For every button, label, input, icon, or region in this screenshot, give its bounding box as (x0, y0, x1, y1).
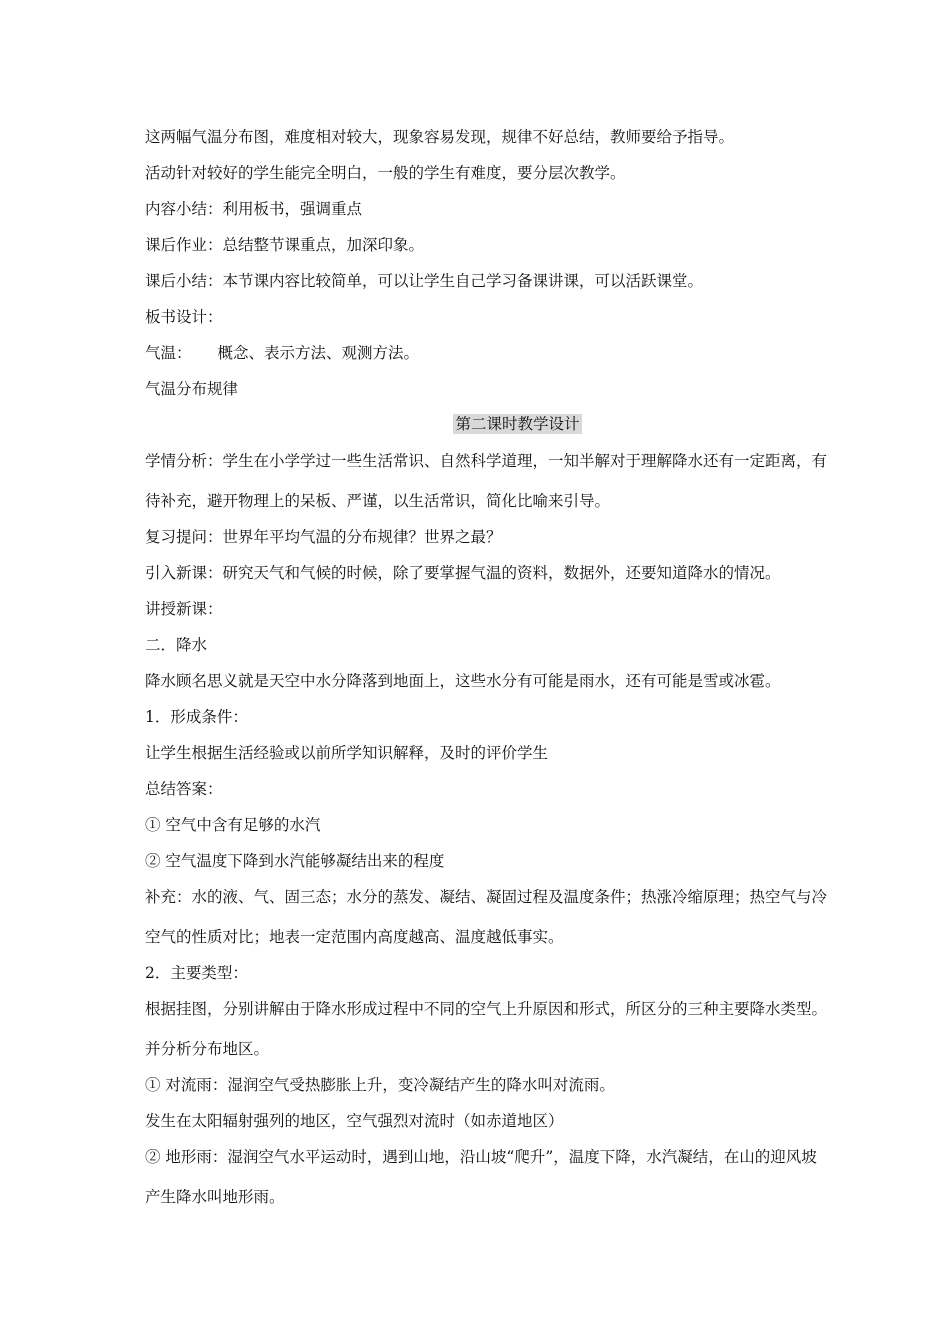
paragraph: 课后作业：总结整节课重点，加深印象。 (145, 236, 425, 254)
paragraph: 讲授新课： (145, 600, 223, 618)
board-design-line (145, 343, 845, 363)
paragraph: 学情分析：学生在小学学过一些生活常识、自然科学道理，一知半解对于理解降水还有一定距离，有 (145, 452, 828, 470)
subheading: 1．形成条件： (145, 708, 248, 726)
paragraph: 活动针对较好的学生能完全明白，一般的学生有难度，要分层次教学。 (145, 164, 626, 182)
list-item: ② 地形雨：湿润空气水平运动时，遇到山地，沿山坡“爬升”，温度下降，水汽凝结，在山的迎风坡 (145, 1148, 817, 1166)
paragraph: 降水顾名思义就是天空中水分降落到地面上，这些水分有可能是雨水，还有可能是雪或冰雹。 (145, 672, 781, 690)
list-item: ① 空气中含有足够的水汽 (145, 816, 321, 834)
paragraph: 发生在太阳辐射强列的地区，空气强烈对流时（如赤道地区） (145, 1112, 564, 1130)
list-item: ① 对流雨：湿润空气受热膨胀上升，变冷凝结产生的降水叫对流雨。 (145, 1076, 615, 1094)
section-title-text: 第二课时教学设计 (455, 415, 580, 433)
paragraph: 这两幅气温分布图，难度相对较大，现象容易发现，规律不好总结，教师要给予指导。 (145, 128, 735, 146)
heading: 二．降水 (145, 636, 208, 654)
paragraph: 并分析分布地区。 (145, 1040, 270, 1058)
paragraph: 空气的性质对比；地表一定范围内高度越高、温度越低事实。 (145, 928, 564, 946)
paragraph: 补充：水的液、气、固三态；水分的蒸发、凝结、凝固过程及温度条件；热涨冷缩原理；热空气与冷 (145, 888, 828, 906)
paragraph: 产生降水叫地形雨。 (145, 1188, 285, 1206)
section-title (145, 414, 890, 434)
board-text: 概念、表示方法、观测方法。 (217, 344, 420, 362)
paragraph: 课后小结：本节课内容比较简单，可以让学生自己学习备课讲课，可以活跃课堂。 (145, 272, 704, 290)
paragraph: 根据挂图，分别讲解由于降水形成过程中不同的空气上升原因和形式，所区分的三种主要降水类型。 (145, 1000, 828, 1018)
subheading: 2．主要类型： (145, 964, 248, 982)
paragraph: 待补充，避开物理上的呆板、严谨，以生活常识，简化比喻来引导。 (145, 492, 611, 510)
board-label: 气温： (145, 344, 192, 362)
paragraph: 让学生根据生活经验或以前所学知识解释，及时的评价学生 (145, 744, 549, 762)
paragraph: 内容小结：利用板书，强调重点 (145, 200, 363, 218)
paragraph: 气温分布规律 (145, 380, 239, 398)
paragraph: 板书设计： (145, 308, 223, 326)
paragraph: 总结答案： (145, 780, 223, 798)
paragraph: 复习提问：世界年平均气温的分布规律？世界之最？ (145, 528, 502, 546)
list-item: ② 空气温度下降到水汽能够凝结出来的程度 (145, 852, 445, 870)
paragraph: 引入新课：研究天气和气候的时候，除了要掌握气温的资料，数据外，还要知道降水的情况。 (145, 564, 781, 582)
